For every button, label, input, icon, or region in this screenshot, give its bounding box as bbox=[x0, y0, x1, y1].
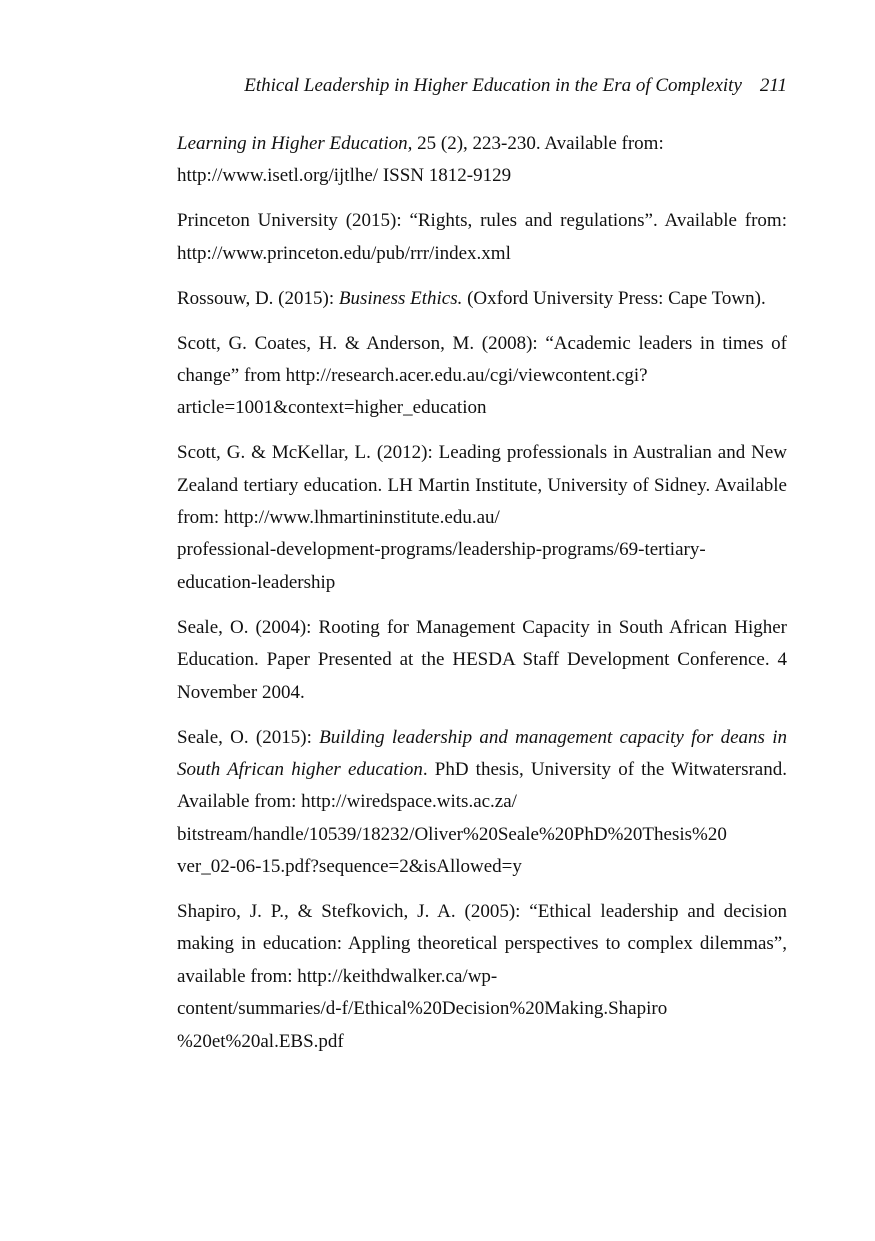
reference-text: Scott, G. Coates, H. & Anderson, M. (2008): “Academic leaders in times of change” from bbox=[177, 332, 787, 386]
reference-title: Business Ethics. bbox=[338, 287, 463, 309]
reference-entry bbox=[177, 283, 787, 315]
reference-url[interactable]: http://www.princeton.edu/pub/rrr/index.xml bbox=[177, 242, 511, 264]
reference-details: 25 (2), 223-230. Available from: bbox=[412, 133, 664, 154]
reference-entry bbox=[177, 896, 787, 1058]
reference-text: Princeton University (2015): “Rights, rules and regulations”. Available from: bbox=[177, 210, 787, 232]
reference-url-part[interactable]: http://research.acer.edu.au/cgi/viewcontent.cgi? bbox=[285, 364, 648, 386]
reference-entry bbox=[177, 328, 787, 425]
reference-url-part[interactable]: http://keithdwalker.ca/wp- bbox=[297, 965, 498, 987]
reference-issn: ISSN 1812-9129 bbox=[378, 165, 512, 187]
reference-entry bbox=[177, 437, 787, 599]
reference-url-part[interactable]: %20et%20al.EBS.pdf bbox=[177, 1030, 344, 1052]
reference-entry bbox=[177, 722, 787, 884]
reference-title: Learning in Higher Education, bbox=[177, 133, 413, 154]
page-number: 211 bbox=[759, 75, 787, 96]
reference-title: Building leadership and management capacity for deans in South African higher education bbox=[177, 726, 787, 780]
reference-url-part[interactable]: professional-development-programs/leadership-programs/69-tertiary- bbox=[177, 539, 706, 561]
reference-url-part[interactable]: bitstream/handle/10539/18232/Oliver%20Seale%20PhD%20Thesis%20 bbox=[177, 823, 727, 845]
reference-text: Shapiro, J. P., & Stefkovich, J. A. (2005): “Ethical leadership and decision making in education: Appling theoretical perspectives to complex dilemmas”, available from: bbox=[177, 901, 787, 987]
running-title: Ethical Leadership in Higher Education in the Era of Complexity bbox=[244, 75, 742, 96]
reference-text: Scott, G. & McKellar, L. (2012): Leading professionals in Australian and New Zealand tertiary education. LH Martin Institute, University of Sidney. Available from: bbox=[177, 442, 787, 529]
reference-author: Seale, O. (2015): bbox=[177, 726, 320, 748]
reference-text: Seale, O. (2004): Rooting for Management Capacity in South African Higher Education. Paper Presented at the HESDA Staff Development Conference. 4 November 2004. bbox=[177, 616, 787, 703]
reference-url[interactable]: http://www.isetl.org/ijtlhe/ bbox=[177, 165, 379, 187]
running-header bbox=[177, 72, 787, 100]
reference-entry bbox=[177, 205, 787, 270]
reference-url-part[interactable]: content/summaries/d-f/Ethical%20Decision%20Making.Shapiro bbox=[177, 998, 668, 1020]
reference-entry bbox=[177, 612, 787, 709]
reference-url-part[interactable]: ver_02-06-15.pdf?sequence=2&isAllowed=y bbox=[177, 856, 522, 878]
reference-author: Rossouw, D. (2015): bbox=[177, 287, 339, 309]
reference-url-part[interactable]: article=1001&context=higher_education bbox=[177, 397, 487, 419]
reference-url-part[interactable]: education-leadership bbox=[177, 571, 336, 593]
reference-url-part[interactable]: http://wiredspace.wits.ac.za/ bbox=[301, 791, 517, 813]
reference-url[interactable] bbox=[177, 507, 706, 593]
reference-entry bbox=[177, 128, 787, 193]
reference-details: . PhD thesis, University of the Witwatersrand. Available from: bbox=[177, 758, 787, 813]
reference-url-part[interactable]: http://www.lhmartininstitute.edu.au/ bbox=[223, 507, 500, 529]
reference-details: (Oxford University Press: Cape Town). bbox=[462, 287, 766, 309]
reference-list bbox=[177, 128, 787, 1071]
